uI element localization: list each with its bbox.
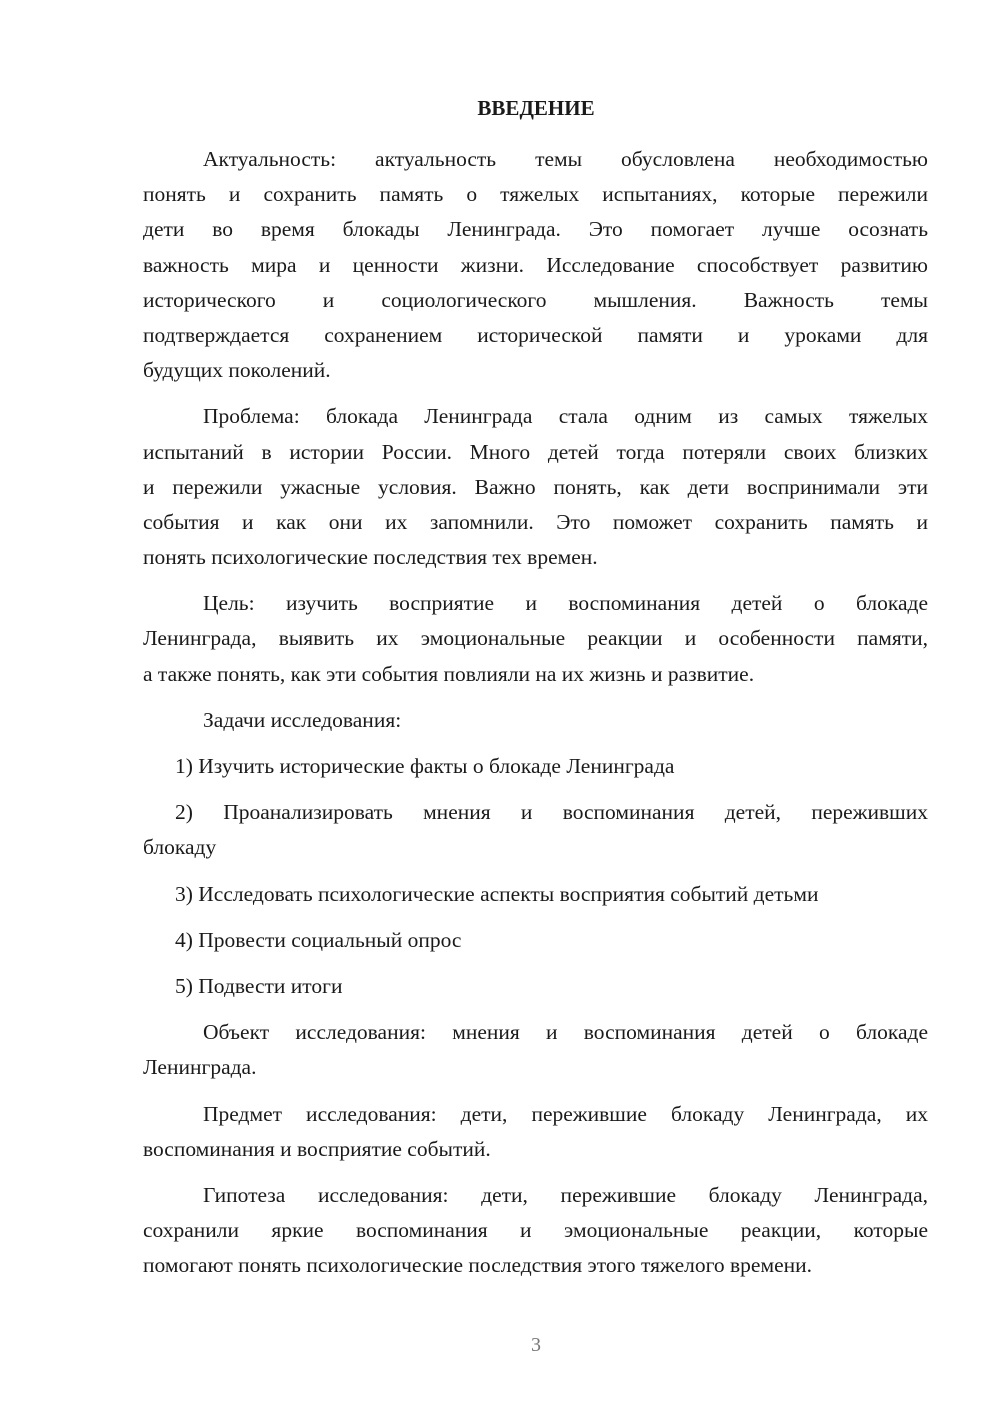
text-line: Ленинграда, выявить их эмоциональные реакции и особенности памяти,: [143, 626, 928, 651]
paragraph: [143, 586, 928, 692]
text-line: Гипотеза исследования: дети, пережившие блокаду Ленинграда,: [203, 1182, 928, 1207]
text-line: испытаний в истории России. Много детей тогда потеряли своих близких: [143, 439, 928, 464]
section-title: ВВЕДЕНИЕ: [477, 96, 595, 120]
paragraph: [143, 1015, 928, 1085]
text-line: Цель: изучить восприятие и воспоминания детей о блокаде: [203, 591, 928, 616]
text-line: а также понять, как эти события повлияли на их жизнь и развитие.: [143, 661, 755, 686]
page-number: 3: [531, 1334, 541, 1356]
text-line: исторического и социологического мышления. Важность темы: [143, 287, 928, 312]
text-line: подтверждается сохранением исторической памяти и уроками для: [143, 322, 928, 347]
text-line: и пережили ужасные условия. Важно понять, как дети воспринимали эти: [143, 474, 928, 499]
text-line: Задачи исследования:: [203, 707, 402, 732]
text-line: помогают понять психологические последствия этого тяжелого времени.: [143, 1253, 812, 1278]
text-line: Объект исследования: мнения и воспоминания детей о блокаде: [203, 1020, 928, 1045]
paragraph: [143, 1178, 928, 1284]
task-list-item: [143, 877, 928, 912]
paragraph: [143, 703, 928, 738]
text-line: дети во время блокады Ленинграда. Это помогает лучше осознать: [143, 217, 928, 242]
text-line: 2) Проанализировать мнения и воспоминания детей, переживших: [175, 800, 928, 825]
paragraph: [143, 142, 928, 388]
text-line: 3) Исследовать психологические аспекты восприятия событий детьми: [175, 881, 819, 906]
task-list-item: [143, 969, 928, 1004]
text-line: 5) Подвести итоги: [175, 973, 343, 998]
text-line: сохранили яркие воспоминания и эмоциональные реакции, которые: [143, 1218, 928, 1243]
text-line: воспоминания и восприятие событий.: [143, 1136, 491, 1161]
text-line: понять психологические последствия тех времен.: [143, 545, 598, 570]
text-line: будущих поколений.: [143, 358, 331, 383]
task-list-item: [143, 795, 928, 865]
text-line: важность мира и ценности жизни. Исследование способствует развитию: [143, 252, 928, 277]
text-line: Предмет исследования: дети, пережившие блокаду Ленинграда, их: [203, 1101, 928, 1126]
paragraph: [143, 1097, 928, 1167]
text-line: Актуальность: актуальность темы обусловлена необходимостью: [203, 147, 928, 171]
text-line: блокаду: [143, 835, 217, 860]
text-line: 4) Провести социальный опрос: [175, 927, 462, 952]
task-list-item: [143, 923, 928, 958]
document-body: [143, 142, 928, 1294]
text-line: Ленинграда.: [143, 1055, 257, 1080]
text-line: Проблема: блокада Ленинграда стала одним из самых тяжелых: [203, 404, 928, 429]
paragraph: [143, 399, 928, 575]
text-line: 1) Изучить исторические факты о блокаде Ленинграда: [175, 754, 675, 778]
task-list-item: [143, 749, 928, 784]
text-line: понять и сохранить память о тяжелых испытаниях, которые пережили: [143, 182, 928, 207]
text-line: события и как они их запомнили. Это поможет сохранить память и: [143, 509, 928, 534]
